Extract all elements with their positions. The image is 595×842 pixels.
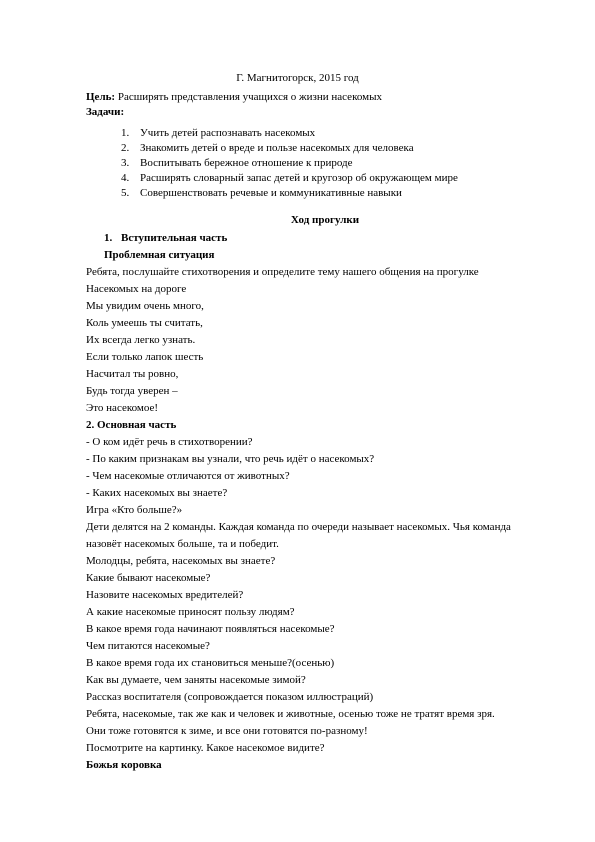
text-line: Они тоже готовятся к зиме, и все они готовятся по-разному!	[86, 725, 368, 737]
text-line: Как вы думаете, чем заняты насекомые зимой?	[86, 674, 306, 686]
problem-situation-title: Проблемная ситуация	[104, 249, 215, 261]
poem-line: Коль умеешь ты считать,	[86, 317, 203, 329]
text-line: Молодцы, ребята, насекомых вы знаете?	[86, 555, 276, 567]
task-text: Совершенствовать речевые и коммуникативные навыки	[140, 187, 402, 199]
game-text-line: назовёт насекомых больше, та и победит.	[86, 538, 279, 550]
game-title: Игра «Кто больше?»	[86, 504, 183, 516]
poem-line: Их всегда легко узнать.	[86, 334, 196, 346]
text-line: Посмотрите на картинку. Какое насекомое видите?	[86, 742, 325, 754]
walk-title: Ход прогулки	[290, 214, 360, 226]
poem-line: Это насекомое!	[86, 402, 159, 414]
text-line: Рассказ воспитателя (сопровождается показом иллюстраций)	[86, 691, 374, 703]
section-number: 1.	[104, 232, 113, 244]
task-text: Воспитывать бережное отношение к природе	[140, 157, 353, 169]
task-text: Расширять словарный запас детей и кругозор об окружающем мире	[140, 172, 458, 184]
goal-text: Расширять представления учащихся о жизни насекомых	[115, 91, 382, 103]
goal-line	[86, 90, 382, 105]
task-number: 4.	[121, 172, 130, 184]
poem-line: Будь тогда уверен –	[86, 385, 178, 397]
text-line: А какие насекомые приносят пользу людям?	[86, 606, 295, 618]
section-main-heading: 2. Основная часть	[86, 419, 177, 431]
text-line: В какое время года начинают появляться насекомые?	[86, 623, 335, 635]
goal-label: Цель:	[86, 91, 116, 103]
game-text-line: Дети делятся на 2 команды. Каждая команда по очереди называет насекомых. Чья команда	[86, 521, 511, 533]
text-line: В какое время года их становиться меньше?(осенью)	[86, 657, 335, 669]
question-line: - Чем насекомые отличаются от животных?	[86, 470, 290, 482]
text-line: Какие бывают насекомые?	[86, 572, 211, 584]
section-title: Вступительная часть	[121, 232, 228, 244]
poem-line: Насекомых на дороге	[86, 283, 187, 295]
text-line: Ребята, насекомые, так же как и человек и животные, осенью тоже не тратят время зря.	[86, 708, 495, 720]
question-line: - Каких насекомых вы знаете?	[86, 487, 228, 499]
task-number: 1.	[121, 127, 130, 139]
question-line: - По каким признакам вы узнали, что речь идёт о насекомых?	[86, 453, 375, 465]
document-header: Г. Магнитогорск, 2015 год	[236, 72, 359, 84]
task-number: 2.	[121, 142, 130, 154]
task-number: 5.	[121, 187, 130, 199]
text-line: Назовите насекомых вредителей?	[86, 589, 244, 601]
task-text: Учить детей распознавать насекомых	[140, 127, 316, 139]
ladybug-heading: Божья коровка	[86, 759, 162, 771]
question-line: - О ком идёт речь в стихотворении?	[86, 436, 253, 448]
tasks-label: Задачи:	[86, 106, 125, 118]
task-text: Знакомить детей о вреде и пользе насекомых для человека	[140, 142, 414, 154]
task-number: 3.	[121, 157, 130, 169]
poem-line: Насчитал ты ровно,	[86, 368, 179, 380]
poem-line: Мы увидим очень много,	[86, 300, 204, 312]
intro-line: Ребята, послушайте стихотворения и определите тему нашего общения на прогулке	[86, 266, 479, 278]
poem-line: Если только лапок шесть	[86, 351, 204, 363]
text-line: Чем питаются насекомые?	[86, 640, 210, 652]
